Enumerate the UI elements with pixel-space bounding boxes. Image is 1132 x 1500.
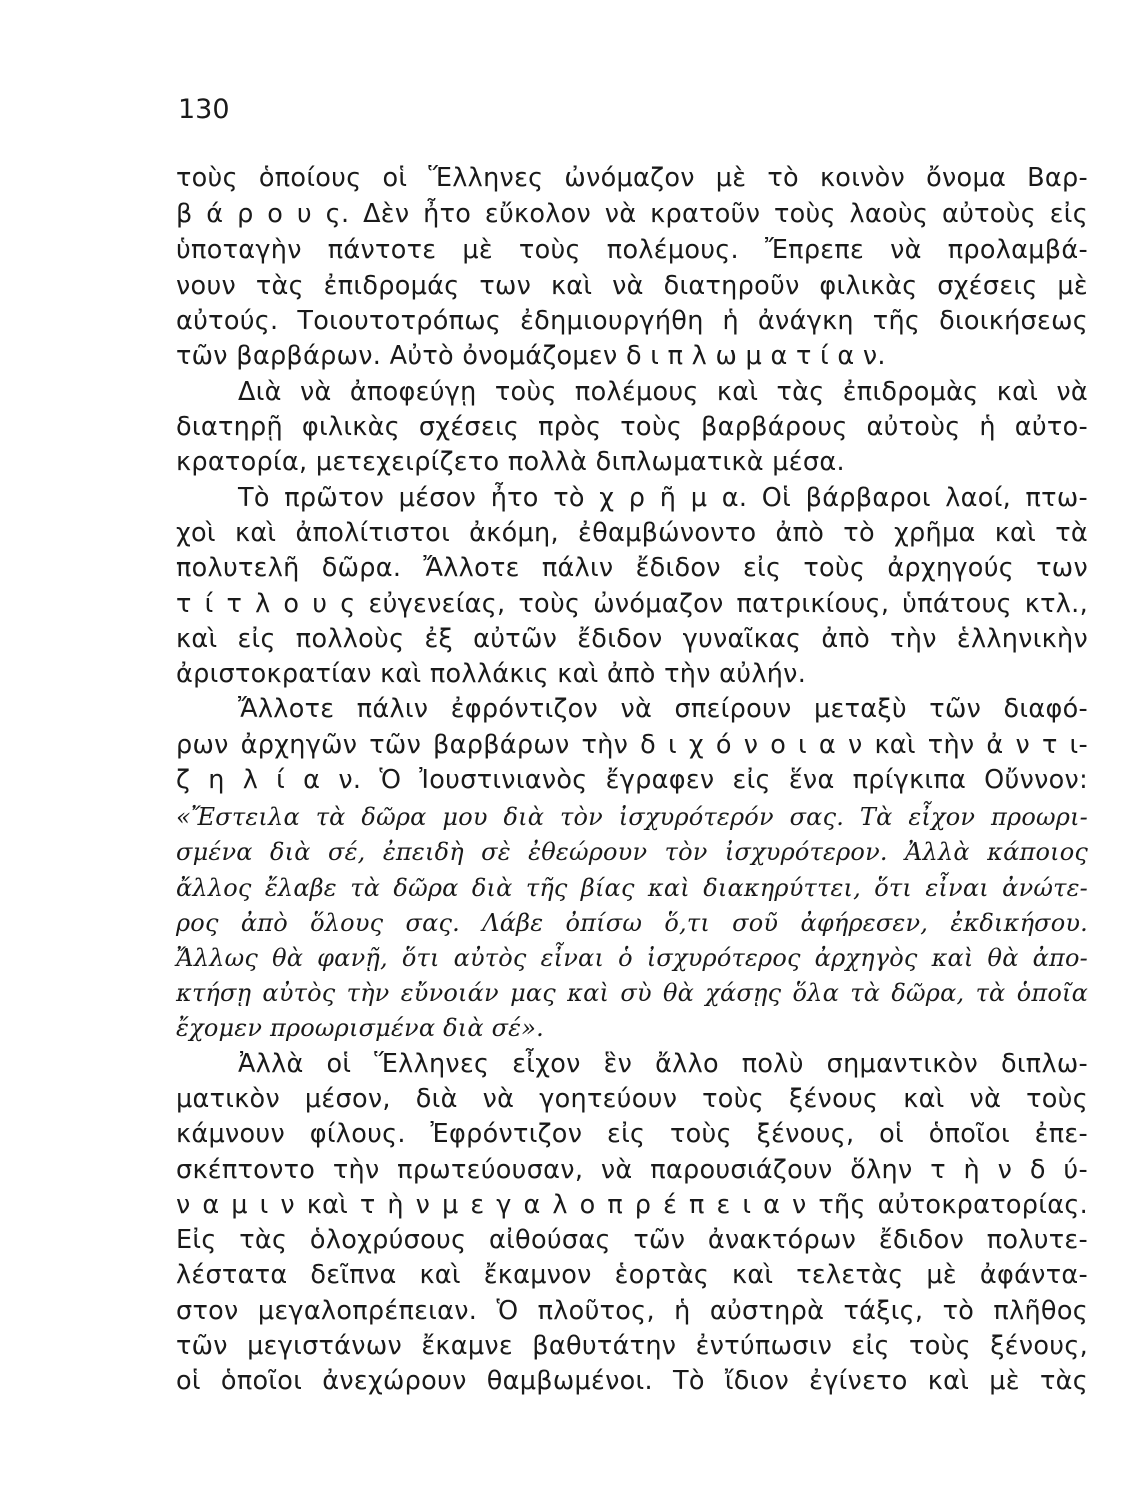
quote-line: ἔχομεν προωρισμένα διὰ σέ». <box>176 1014 544 1042</box>
text-line: νουν τὰς ἐπιδρομάς των καὶ νὰ διατηροῦν φιλικὰς σχέσεις μὲ <box>176 271 1088 301</box>
text-line: τοὺς ὁποίους οἱ Ἕλληνες ὠνόμαζον μὲ τὸ κοινὸν ὄνομα Βαρ- <box>176 163 1088 193</box>
text-line: β ά ρ ο υ ς. Δὲν ἦτο εὔκολον νὰ κρατοῦν τοὺς λαοὺς αὐτοὺς εἰς <box>176 199 1088 229</box>
text-line: χοὶ καὶ ἀπολίτιστοι ἀκόμη, ἐθαμβώνοντο ἀπὸ τὸ χρῆμα καὶ τὰ <box>176 518 1088 548</box>
text-line: ἀριστοκρατίαν καὶ πολλάκις καὶ ἀπὸ τὴν αὐλήν. <box>176 659 807 689</box>
text-line: διατηρῇ φιλικὰς σχέσεις πρὸς τοὺς βαρβάρους αὐτοὺς ἡ αὐτο- <box>176 412 1088 442</box>
text-line: καὶ εἰς πολλοὺς ἐξ αὐτῶν ἔδιδον γυναῖκας ἀπὸ τὴν ἑλληνικὴν <box>176 624 1088 654</box>
quote-line: «Ἔστειλα τὰ δῶρα μου διὰ τὸν ἰσχυρότερόν σας. Τὰ εἶχον προωρι- <box>176 803 1088 831</box>
text-line: ν α μ ι ν καὶ τ ὴ ν μ ε γ α λ ο π ρ έ π ε ι α ν τῆς αὐτοκρατορίας. <box>176 1190 1088 1220</box>
text-line: Ἀλλὰ οἱ Ἕλληνες εἶχον ἓν ἄλλο πολὺ σημαντικὸν διπλω- <box>238 1049 1088 1079</box>
text-line: ρων ἀρχηγῶν τῶν βαρβάρων τὴν δ ι χ ό ν ο ι α ν καὶ τὴν ἀ ν τ ι- <box>176 730 1088 760</box>
quote-line: ἄλλος ἔλαβε τὰ δῶρα διὰ τῆς βίας καὶ διακηρύττει, ὅτι εἶναι ἀνώτε- <box>176 874 1088 902</box>
text-line: ζ η λ ί α ν. Ὁ Ἰουστινιανὸς ἔγραφεν εἰς ἕνα πρίγκιπα Οὔννον: <box>176 765 1088 795</box>
text-line: σκέπτοντο τὴν πρωτεύουσαν, νὰ παρουσιάζουν ὅλην τ ὴ ν δ ύ- <box>176 1155 1088 1185</box>
text-line: ὑποταγὴν πάντοτε μὲ τοὺς πολέμους. Ἔπρεπε νὰ προλαμβά- <box>176 235 1088 265</box>
text-line: αὐτούς. Τοιουτοτρόπως ἐδημιουργήθη ἡ ἀνάγκη τῆς διοικήσεως <box>176 306 1088 336</box>
quote-line: κτήσῃ αὐτὸς τὴν εὔνοιάν μας καὶ σὺ θὰ χάσῃς ὅλα τὰ δῶρα, τὰ ὁποῖα <box>176 979 1088 1007</box>
text-line: οἱ ὁποῖοι ἀνεχώρουν θαμβωμένοι. Τὸ ἴδιον ἐγίνετο καὶ μὲ τὰς <box>176 1366 1088 1396</box>
text-line: Διὰ νὰ ἀποφεύγῃ τοὺς πολέμους καὶ τὰς ἐπιδρομὰς καὶ νὰ <box>238 377 1088 407</box>
text-line: στον μεγαλοπρέπειαν. Ὁ πλοῦτος, ἡ αὐστηρὰ τάξις, τὸ πλῆθος <box>176 1296 1088 1326</box>
text-line: ματικὸν μέσον, διὰ νὰ γοητεύουν τοὺς ξένους καὶ νὰ τοὺς <box>176 1084 1088 1114</box>
text-line: λέστατα δεῖπνα καὶ ἔκαμνον ἑορτὰς καὶ τελετὰς μὲ ἀφάντα- <box>176 1260 1088 1290</box>
text-line: πολυτελῆ δῶρα. Ἄλλοτε πάλιν ἔδιδον εἰς τοὺς ἀρχηγούς των <box>176 553 1088 583</box>
text-line: Εἰς τὰς ὁλοχρύσους αἰθούσας τῶν ἀνακτόρων ἔδιδον πολυτε- <box>176 1225 1088 1255</box>
quote-line: ρος ἀπὸ ὅλους σας. Λάβε ὀπίσω ὅ,τι σοῦ ἀφήρεσεν, ἐκδικήσου. <box>176 909 1088 937</box>
text-line: κάμνουν φίλους. Ἐφρόντιζον εἰς τοὺς ξένους, οἱ ὁποῖοι ἐπε- <box>176 1119 1088 1149</box>
page-number: 130 <box>178 94 230 125</box>
quote-line: σμένα διὰ σέ, ἐπειδὴ σὲ ἐθεώρουν τὸν ἰσχυρότερον. Ἀλλὰ κάποιος <box>176 838 1088 866</box>
text-line: Τὸ πρῶτον μέσον ἦτο τὸ χ ρ ῆ μ α. Οἱ βάρβαροι λαοί, πτω- <box>238 483 1088 513</box>
quote-line: Ἄλλως θὰ φανῇ, ὅτι αὐτὸς εἶναι ὁ ἰσχυρότερος ἀρχηγὸς καὶ θὰ ἀπο- <box>176 944 1088 972</box>
text-line: τῶν βαρβάρων. Αὐτὸ ὀνομάζομεν δ ι π λ ω μ α τ ί α ν. <box>176 341 886 371</box>
text-line: Ἄλλοτε πάλιν ἐφρόντιζον νὰ σπείρουν μεταξὺ τῶν διαφό- <box>238 694 1088 724</box>
text-line: τ ί τ λ ο υ ς εὐγενείας, τοὺς ὠνόμαζον πατρικίους, ὑπάτους κτλ., <box>176 589 1088 619</box>
text-line: τῶν μεγιστάνων ἔκαμνε βαθυτάτην ἐντύπωσιν εἰς τοὺς ξένους, <box>176 1331 1088 1361</box>
text-line: κρατορία, μετεχειρίζετο πολλὰ διπλωματικὰ μέσα. <box>176 447 845 477</box>
